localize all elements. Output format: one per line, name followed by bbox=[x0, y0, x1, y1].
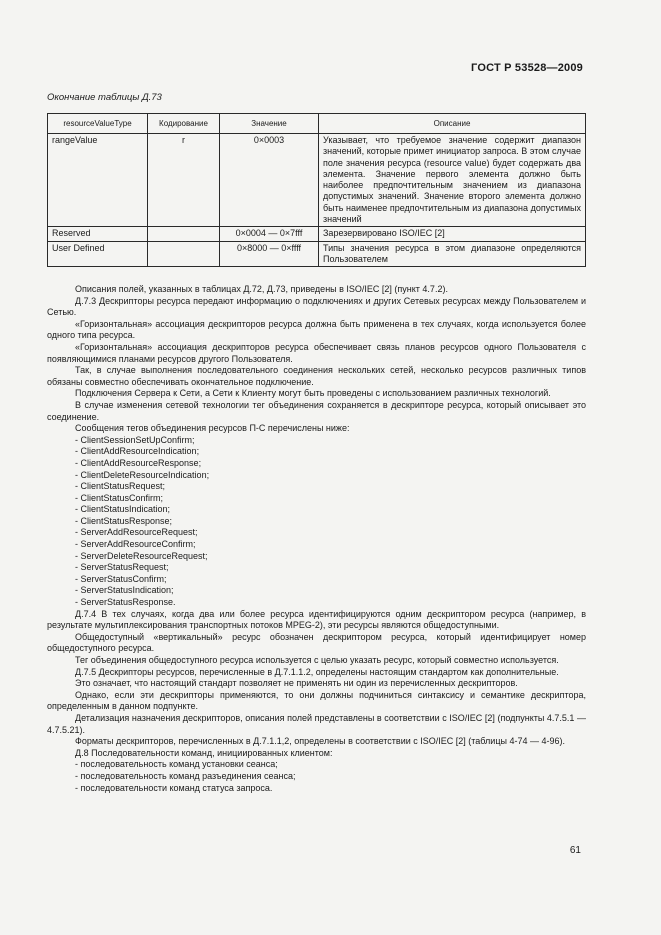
paragraph: «Горизонтальная» ассоциация дескрипторов ресурса должна быть применена в тех случаях, когда используется более одного типа ресурса. bbox=[47, 318, 586, 341]
resource-value-type-table bbox=[47, 113, 586, 267]
page-number: 61 bbox=[569, 845, 581, 856]
table-cell bbox=[148, 227, 220, 241]
list-item: - ClientAddResourceIndication; bbox=[75, 446, 200, 457]
paragraph: Подключения Сервера к Сети, а Сети к Клиенту могут быть проведены с использованием различных технологий. bbox=[75, 388, 551, 399]
paragraph: Д.7.4 В тех случаях, когда два или более ресурса идентифицируются одним дескриптором ресурса (например, в результате мультиплексирования транспортных потоков MPEG-2), эти ресурсы являются общедоступными. bbox=[47, 608, 586, 631]
list-item: - ClientAddResourceResponse; bbox=[75, 457, 202, 468]
list-item: - последовательности команд статуса запроса. bbox=[75, 782, 273, 793]
column-header: Описание bbox=[319, 114, 586, 134]
table-cell: r bbox=[148, 134, 220, 227]
table-cell: Зарезервировано ISO/IEC [2] bbox=[319, 227, 586, 241]
table-header-row bbox=[48, 114, 586, 134]
table-caption: Окончание таблицы Д.73 bbox=[47, 92, 162, 103]
paragraph: Д.8 Последовательности команд, инициированных клиентом: bbox=[75, 747, 333, 758]
column-header: Значение bbox=[220, 114, 319, 134]
list-item: - ClientDeleteResourceIndication; bbox=[75, 469, 210, 480]
list-item: - последовательность команд установки сеанса; bbox=[75, 759, 278, 770]
paragraph: Д.7.3 Дескрипторы ресурса передают информацию о подключениях и других Сетевых ресурсах между Пользователем и Сетью. bbox=[47, 295, 586, 318]
table-cell: Указывает, что требуемое значение содержит диапазон значений, которые примет инициатор запроса. В этом случае поле значения ресурса (resource value) будет содержать два элемента. Значение первого элемента должно быть наиболее предпочтительным значением из диапазона допустимых значений. Значение второго элемента должно быть наименее предпочтительным из диапазона допустимых значений bbox=[319, 134, 586, 227]
paragraph: «Горизонтальная» ассоциация дескрипторов ресурса обеспечивает связь планов ресурсов одного Пользователя с появляющимися планами ресурсов другого Пользователя. bbox=[47, 341, 586, 364]
table-cell bbox=[148, 241, 220, 267]
paragraph: Общедоступный «вертикальный» ресурс обозначен дескриптором ресурса, который идентифицирует номер общедоступного ресурса. bbox=[47, 631, 586, 654]
paragraph: Так, в случае выполнения последовательного соединения нескольких сетей, несколько ресурсов различных типов обязаны совместно обеспечивать окончательное подключение. bbox=[47, 365, 586, 387]
table-cell: 0×8000 — 0×ffff bbox=[220, 241, 319, 267]
paragraph: В случае изменения сетевой технологии тег объединения сохраняется в дескрипторе ресурса, который описывает это соединение. bbox=[47, 399, 586, 422]
list-item: - ServerStatusIndication; bbox=[75, 585, 174, 596]
table-row bbox=[48, 241, 586, 267]
paragraph: Форматы дескрипторов, перечисленных в Д.7.1.1,2, определены в соответствии с ISO/IEC [2] (таблицы 4-74 — 4-96). bbox=[75, 736, 565, 747]
list-item: - последовательность команд разъединения сеанса; bbox=[75, 770, 296, 781]
list-item: - ServerStatusConfirm; bbox=[75, 573, 167, 584]
list-item: - ServerStatusRequest; bbox=[75, 562, 169, 573]
list-item: - ServerAddResourceConfirm; bbox=[75, 539, 196, 550]
table-cell: Reserved bbox=[48, 227, 148, 241]
list-item: - ServerStatusResponse. bbox=[75, 597, 176, 608]
paragraph: Тег объединения общедоступного ресурса используется с целью указать ресурс, который совместно используется. bbox=[75, 655, 559, 665]
table-cell: Типы значения ресурса в этом диапазоне определяются Пользователем bbox=[319, 241, 586, 267]
column-header: resourceValueType bbox=[48, 114, 148, 134]
list-item: - ClientStatusIndication; bbox=[75, 504, 171, 515]
list-item: - ClientStatusRequest; bbox=[75, 481, 166, 492]
table-cell: 0×0004 — 0×7fff bbox=[220, 227, 319, 241]
paragraph: Д.7.5 Дескрипторы ресурсов, перечисленные в Д.7.1.1.2, определены настоящим стандартом как дополнительные. bbox=[75, 666, 559, 677]
list-item: - ServerAddResourceRequest; bbox=[75, 527, 198, 538]
table-cell: User Defined bbox=[48, 241, 148, 267]
list-item: - ServerDeleteResourceRequest; bbox=[75, 550, 208, 561]
list-item: - ClientStatusResponse; bbox=[75, 515, 173, 526]
table-row bbox=[48, 134, 586, 227]
paragraph: Описания полей, указанных в таблицах Д.72, Д.73, приведены в ISO/IEC [2] (пункт 4.7.2). bbox=[75, 284, 448, 294]
paragraph: Это означает, что настоящий стандарт позволяет не применять ни один из перечисленных дескрипторов. bbox=[75, 678, 518, 689]
paragraph: Сообщения тегов объединения ресурсов П-С перечислены ниже: bbox=[75, 423, 350, 434]
paragraph: Детализация назначения дескрипторов, описания полей представлены в соответствии с ISO/IEC [2] (подпункты 4.7.5.1 — 4.7.5.21). bbox=[47, 712, 586, 735]
document-id-header: ГОСТ Р 53528—2009 bbox=[471, 62, 583, 74]
table-cell: rangeValue bbox=[48, 134, 148, 227]
column-header: Кодирование bbox=[148, 114, 220, 134]
table-cell: 0×0003 bbox=[220, 134, 319, 227]
list-item: - ClientStatusConfirm; bbox=[75, 492, 164, 503]
table-row bbox=[48, 227, 586, 241]
paragraph: Однако, если эти дескрипторы применяются, то они должны подчиниться синтаксису и семантике дескриптора, определенным в данном подпункте. bbox=[47, 689, 586, 712]
list-item: - ClientSessionSetUpConfirm; bbox=[75, 434, 195, 445]
body-text bbox=[47, 284, 586, 794]
